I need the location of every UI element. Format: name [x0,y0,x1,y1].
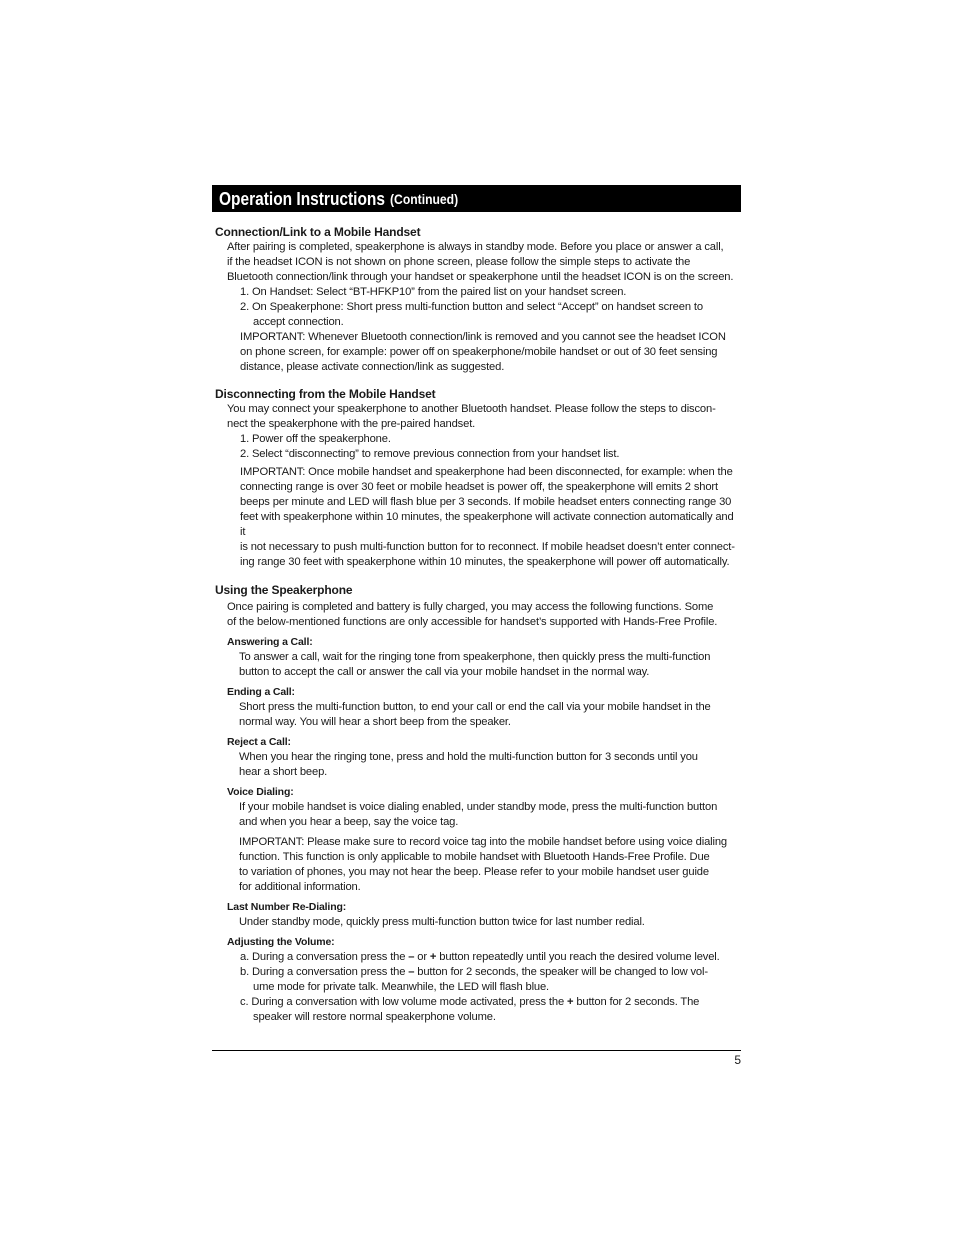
ending-text-1: Short press the multi-function button, to end your call or end the call via your mobile handset in the [239,701,711,713]
disconnect-important-1: IMPORTANT: Once mobile handset and speakerphone had been disconnected, for example: when the [240,466,733,478]
heading-volume: Adjusting the Volume: [227,936,335,948]
connection-step-2 [240,300,741,330]
connection-important-1: IMPORTANT: Whenever Bluetooth connection/link is removed and you cannot see the headset ICON [240,331,726,343]
disconnect-important-2: connecting range is over 30 feet or mobile headset is power off, the speakerphone will emits 2 short [240,481,718,493]
connection-important-2: on phone screen, for example: power off on speakerphone/mobile handset or out of 30 feet sensing [240,346,718,358]
page-content [212,185,741,1025]
disconnect-important-5: is not necessary to push multi-function button for to reconnect. If mobile headset doesn’t enter connect- [240,541,735,553]
answering-text-1: To answer a call, wait for the ringing tone from speakerphone, then quickly press the multi-function [239,651,711,663]
volume-c-pre: c. During a conversation with low volume mode activated, press the [240,996,567,1008]
disconnect-intro-1: You may connect your speakerphone to another Bluetooth handset. Please follow the steps to discon- [227,403,716,415]
connection-intro-1: After pairing is completed, speakerphone is always in standby mode. Before you place or answer a call, [227,241,724,253]
disconnect-step-2: 2. Select “disconnecting” to remove previous connection from your handset list. [240,448,620,460]
voice-important-4: for additional information. [239,881,361,893]
volume-b-line-2: ume mode for private talk. Meanwhile, the LED will flash blue. [253,981,550,993]
volume-step-c [240,995,741,1025]
volume-c-post: button for 2 seconds. The [573,996,700,1008]
volume-step-a [240,950,741,965]
disconnect-important-6: ing range 30 feet with speakerphone within 10 minutes, the speakerphone will power off automatically. [240,556,730,568]
volume-a-post: button repeatedly until you reach the desired volume level. [436,951,720,963]
disconnect-important-4: feet with speakerphone within 10 minutes, the speakerphone will activate connection automatically and it [240,511,734,538]
page-title: Operation Instructions [219,189,386,209]
heading-ending: Ending a Call: [227,686,295,698]
using-intro-2: of the below-mentioned functions are only accessible for handset’s supported with Hands-Free Profile. [227,616,718,628]
volume-a-pre: a. During a conversation press the [240,951,409,963]
page-subtitle: (Continued) [390,192,459,207]
volume-c-line-2: speaker will restore normal speakerphone volume. [253,1011,496,1023]
volume-b-pre: b. During a conversation press the [240,966,409,978]
volume-a-mid: or [414,951,430,963]
section-title-bar [212,185,741,212]
volume-b-post: button for 2 seconds, the speaker will be changed to low vol- [414,966,708,978]
heading-redial: Last Number Re-Dialing: [227,901,347,913]
disconnect-intro-2: nect the speakerphone with the pre-paired handset. [227,418,476,430]
voice-important-3: to variation of phones, you may not hear the beep. Please refer to your mobile handset user guide [239,866,709,878]
disconnect-step-1: 1. Power off the speakerphone. [240,433,391,445]
footer-divider [212,1050,741,1051]
voice-important-1: IMPORTANT: Please make sure to record voice tag into the mobile handset before using voice dialing [239,836,727,848]
ending-text-2: normal way. You will hear a short beep from the speaker. [239,716,511,728]
body-text [212,212,741,1025]
connection-intro-2: if the headset ICON is not shown on phone screen, please follow the simple steps to activate the [227,256,691,268]
heading-using: Using the Speakerphone [215,583,353,597]
connection-intro-3: Bluetooth connection/link through your handset or speakerphone until the headset ICON is on the screen. [227,271,734,283]
connection-step-2-line-1: 2. On Speakerphone: Short press multi-function button and select “Accept” on handset screen to [240,301,703,313]
disconnect-important-3: beeps per minute and LED will flash blue per 3 seconds. If mobile headset enters connecting range 30 [240,496,732,508]
page-number: 5 [734,1053,741,1067]
heading-reject: Reject a Call: [227,736,291,748]
volume-step-b [240,965,741,995]
heading-answering: Answering a Call: [227,636,313,648]
heading-voice: Voice Dialing: [227,786,294,798]
voice-text-2: and when you hear a beep, say the voice tag. [239,816,459,828]
reject-text-1: When you hear the ringing tone, press and hold the multi-function button for 3 seconds until you [239,751,698,763]
reject-text-2: hear a short beep. [239,766,328,778]
connection-step-2-line-2: accept connection. [253,316,344,328]
plus-symbol: + [429,951,437,963]
heading-connection: Connection/Link to a Mobile Handset [215,225,421,239]
using-intro-1: Once pairing is completed and battery is fully charged, you may access the following functions. Some [227,601,714,613]
redial-text: Under standby mode, quickly press multi-function button twice for last number redial. [239,916,645,928]
connection-step-1: 1. On Handset: Select “BT-HFKP10” from the paired list on your handset screen. [240,286,627,298]
minus-symbol: – [408,966,415,978]
heading-disconnect: Disconnecting from the Mobile Handset [215,387,436,401]
voice-text-1: If your mobile handset is voice dialing enabled, under standby mode, press the multi-function button [239,801,718,813]
connection-important-3: distance, please activate connection/link as suggested. [240,361,505,373]
minus-symbol: – [408,951,415,963]
plus-symbol: + [566,996,574,1008]
voice-important-2: function. This function is only applicable to mobile handset with Bluetooth Hands-Free Profile. Due [239,851,710,863]
answering-text-2: button to accept the call or answer the call via your mobile handset in the normal way. [239,666,650,678]
